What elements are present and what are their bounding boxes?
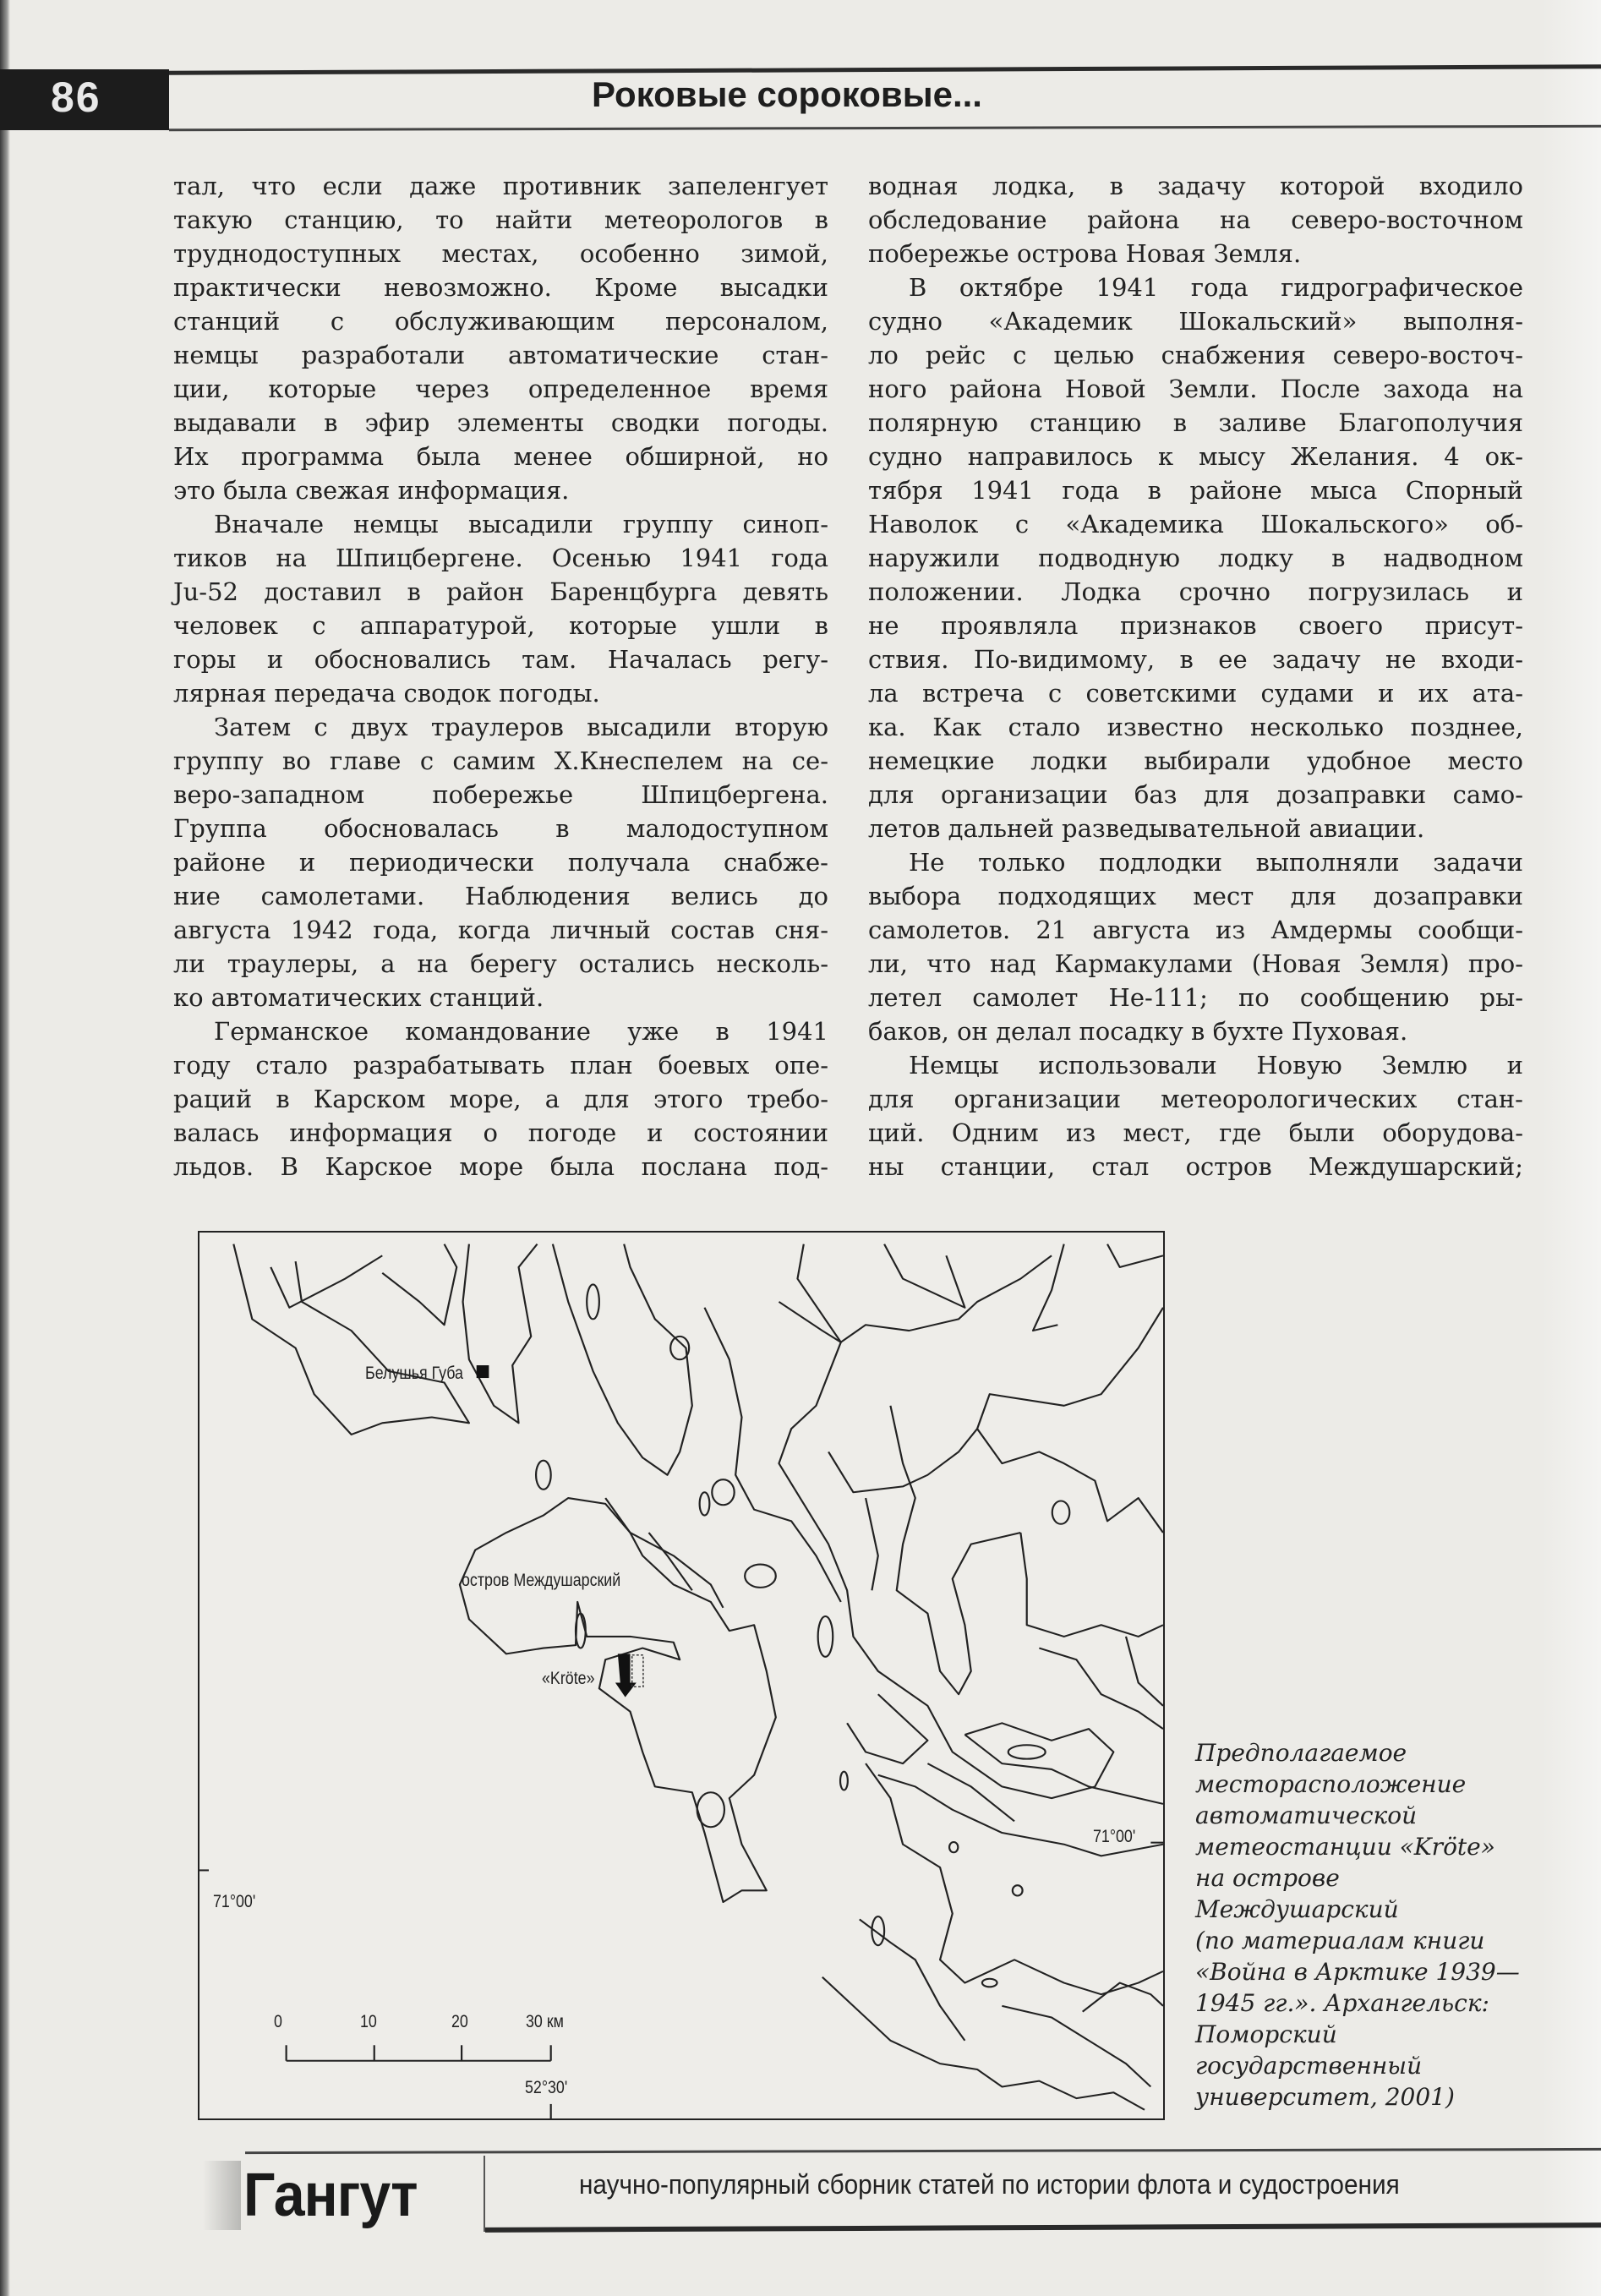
scale-bar: [287, 2045, 551, 2060]
text-line: Вначале немцы высадили группу синоп-: [214, 510, 828, 538]
text-line: судно «Академик Шокальский» выполня-: [868, 307, 1523, 336]
coastline: [463, 1244, 538, 1424]
text-line: Германское командование уже в 1941: [214, 1017, 828, 1046]
text-line: ции, которые через определенное время: [173, 374, 828, 403]
caption-line: (по материалам книги: [1195, 1927, 1485, 1954]
book-spine-shadow: [0, 0, 10, 2296]
text-line: ций. Одним из мест, где были оборудова-: [868, 1118, 1523, 1147]
text-line: летов дальней разведывательной авиации.: [868, 814, 1425, 843]
coastline: [860, 1919, 965, 2040]
footer-tagline: научно-популярный сборник статей по истории флота и судостроения: [579, 2169, 1400, 2200]
coastline: [1107, 1244, 1163, 1267]
coastline: [884, 1244, 964, 1308]
text-line: водная лодка, в задачу которой входило: [868, 172, 1523, 200]
islet: [1052, 1501, 1070, 1523]
text-line: немцы разработали автоматические стан-: [173, 341, 828, 369]
caption-line: университет, 2001): [1195, 2083, 1455, 2111]
kroete-station-marker: [615, 1654, 643, 1697]
settlement-marker-belushya: [477, 1365, 489, 1378]
scale-tick-label: 0: [274, 2012, 282, 2031]
coastline: [847, 1694, 927, 1763]
text-line: ка. Как стало известно несколько позднее,: [868, 713, 1523, 741]
text-line: выбора подходящих мест для дозаправки: [868, 882, 1523, 910]
islet: [712, 1479, 734, 1505]
text-line: положении. Лодка срочно погрузилась и: [868, 577, 1523, 606]
coastline: [382, 1244, 456, 1326]
text-line: для организации баз для дозаправки само-: [868, 780, 1523, 809]
text-line: тиков на Шпицбергене. Осенью 1941 года: [173, 544, 828, 572]
text-line: ли траулеры, а на берегу остались несколь-: [173, 949, 828, 978]
adjacent-page-edge: [1542, 0, 1601, 2296]
text-line: станций с обслуживающим персоналом,: [173, 307, 828, 336]
label-kroete-station: «Kröte»: [542, 1669, 595, 1688]
map-figure: [198, 1231, 1165, 2120]
page-number: 86: [51, 74, 101, 121]
islet: [1008, 1745, 1046, 1758]
text-line: летел самолет Не-111; по сообщению ры-: [868, 983, 1523, 1012]
paragraph: [173, 1014, 828, 1184]
coastline: [1126, 1637, 1163, 1706]
scale-tick-label: 30 км: [526, 2012, 564, 2031]
text-line: ние самолетами. Наблюдения велись до: [173, 882, 828, 910]
islet: [697, 1792, 724, 1827]
text-line: В октябре 1941 года гидрографическое: [909, 273, 1523, 302]
text-line: ны станции, стал остров Междушарский;: [868, 1152, 1523, 1181]
coastline: [553, 1244, 692, 1475]
text-line: раций в Карском море, а для этого требо-: [173, 1085, 828, 1113]
text-line: труднодоступных местах, особенно зимой,: [173, 239, 828, 268]
text-line: самолетов. 21 августа из Амдермы сообщи-: [868, 916, 1523, 944]
text-line: для организации метеорологических стан-: [868, 1085, 1523, 1113]
coastline: [890, 1406, 1020, 1694]
text-line: году стало разрабатывать план боевых опе-: [173, 1051, 828, 1080]
text-line: Затем с двух траулеров высадили вторую: [214, 713, 828, 741]
text-line: такую станцию, то найти метеорологов в: [173, 205, 828, 234]
islet: [982, 1979, 997, 1987]
caption-line: на острове: [1195, 1864, 1340, 1892]
running-title: Роковые сороковые...: [592, 74, 982, 114]
coastline-map: [199, 1233, 1163, 2118]
coastline: [927, 1763, 1014, 1821]
text-line: человек с аппаратурой, которые ушли в: [173, 611, 828, 640]
label-latitude-left: 71°00': [213, 1892, 256, 1911]
coastline: [779, 1302, 1113, 1798]
paragraph: [868, 169, 1523, 271]
text-line: группу во главе с самим Х.Кнеспелем на се-: [173, 746, 828, 775]
text-line: Наволок с «Академика Шокальского» об-: [868, 510, 1523, 538]
scale-tick-label: 10: [360, 2012, 377, 2031]
caption-line: месторасположение: [1195, 1770, 1467, 1798]
text-line: августа 1942 года, когда личный состав сня-: [173, 916, 828, 944]
text-line: немецкие лодки выбирали удобное место: [868, 746, 1523, 775]
caption-line: метеостанции «Kröte»: [1195, 1833, 1495, 1861]
text-line: судно направилось к мысу Желания. 4 ок-: [868, 442, 1523, 471]
caption-line: Предполагаемое: [1195, 1739, 1407, 1767]
coastline: [866, 1763, 1163, 1994]
text-line: побережье острова Новая Земля.: [868, 239, 1302, 268]
text-line: льдов. В Карское море была послана под-: [173, 1152, 828, 1181]
caption-line: автоматической: [1195, 1801, 1418, 1829]
label-latitude-right: 71°00': [1093, 1827, 1136, 1846]
header-rule-bottom: [169, 125, 1601, 131]
text-line: ли, что над Кармакулами (Новая Земля) про-: [868, 949, 1523, 978]
coastline: [866, 1498, 878, 1590]
paragraph: [868, 271, 1523, 845]
text-line: лярная передача сводок погоды.: [173, 679, 600, 708]
text-line: полярную станцию в заливе Благополучия: [868, 408, 1523, 437]
text-line: ствия. По-видимому, в ее задачу не входи-: [868, 645, 1523, 674]
caption-line: «Война в Арктике 1939—: [1195, 1958, 1520, 1986]
coastline: [1020, 1533, 1163, 1637]
text-line: ло рейс с целью снабжения северо-восточ-: [868, 341, 1523, 369]
footer-grey-band: [203, 2161, 241, 2230]
footer-rule-top: [245, 2148, 1601, 2154]
islet: [536, 1461, 551, 1490]
islet: [949, 1842, 958, 1852]
brand-logo-gangut: Гангут: [243, 2162, 418, 2229]
text-line: ко автоматических станций.: [173, 983, 544, 1012]
coastline: [704, 1308, 840, 1602]
text-line: тал, что если даже противник запеленгует: [173, 172, 828, 200]
coastline: [977, 1308, 1163, 1533]
coastline: [1002, 2006, 1150, 2087]
header-rule-top: [169, 64, 1601, 74]
caption-line: государственный: [1195, 2052, 1423, 2080]
text-line: Не только подлодки выполняли задачи: [909, 848, 1523, 877]
text-line: баков, он делал посадку в бухте Пуховая.: [868, 1017, 1408, 1046]
islet: [700, 1492, 710, 1515]
coastline: [270, 1255, 382, 1307]
text-line: ла встреча с советскими судами и их ата-: [868, 679, 1523, 708]
text-line: горы и обосновались там. Началась регу-: [173, 645, 828, 674]
caption-line: 1945 гг.». Архангельск:: [1195, 1989, 1489, 2017]
islet: [840, 1772, 848, 1790]
text-line: Ju-52 доставил в район Баренцбурга девять: [173, 577, 828, 606]
text-line: тября 1941 года в районе мыса Спорный: [868, 476, 1523, 505]
text-line: наружили подводную лодку в надводном: [868, 544, 1523, 572]
island-mezhdusharsky: [460, 1498, 776, 1902]
text-line: Их программа была менее обширной, но: [173, 442, 828, 471]
text-line: не проявляла признаков своего присут-: [868, 611, 1523, 640]
coastline: [822, 1977, 1145, 2110]
text-line: обследование района на северо-восточном: [868, 205, 1523, 234]
islet: [745, 1565, 776, 1588]
caption-line: Поморский: [1195, 2020, 1337, 2048]
text-line: Группа обосновалась в малодоступном: [173, 814, 828, 843]
paragraph: [868, 845, 1523, 1048]
footer-rule-bottom: [485, 2222, 1601, 2233]
label-mezhdusharsky-island: остров Междушарский: [462, 1571, 621, 1590]
text-line: выдавали в эфир элементы сводки погоды.: [173, 408, 828, 437]
paragraph: [173, 169, 828, 507]
map-caption: [1195, 1737, 1520, 2113]
text-column-left: [173, 169, 828, 1184]
footer-divider: [484, 2156, 485, 2232]
text-line: практически невозможно. Кроме высадки: [173, 273, 828, 302]
caption-line: Междушарский: [1195, 1895, 1399, 1923]
paragraph: [173, 507, 828, 710]
islet: [818, 1616, 833, 1657]
paragraph: [173, 710, 828, 1014]
paragraph: [868, 1048, 1523, 1184]
text-line: валась информация о погоде и состоянии: [173, 1118, 828, 1147]
label-longitude-bottom: 52°30': [525, 2078, 568, 2097]
label-belushya-guba: Белушья Губа: [365, 1364, 463, 1383]
islet: [587, 1284, 599, 1319]
text-line: это была свежая информация.: [173, 476, 570, 505]
coastline: [964, 1735, 1163, 1804]
islet: [1013, 1885, 1023, 1895]
scale-tick-label: 20: [451, 2012, 468, 2031]
text-column-right: [868, 169, 1523, 1184]
text-line: районе и периодически получала снабже-: [173, 848, 828, 877]
coastline: [233, 1244, 469, 1435]
text-line: Немцы использовали Новую Землю и: [909, 1051, 1523, 1080]
text-line: ного района Новой Земли. После захода на: [868, 374, 1523, 403]
coastline: [797, 1244, 1052, 1342]
text-line: веро-западном побережье Шпицбергена.: [173, 780, 828, 809]
